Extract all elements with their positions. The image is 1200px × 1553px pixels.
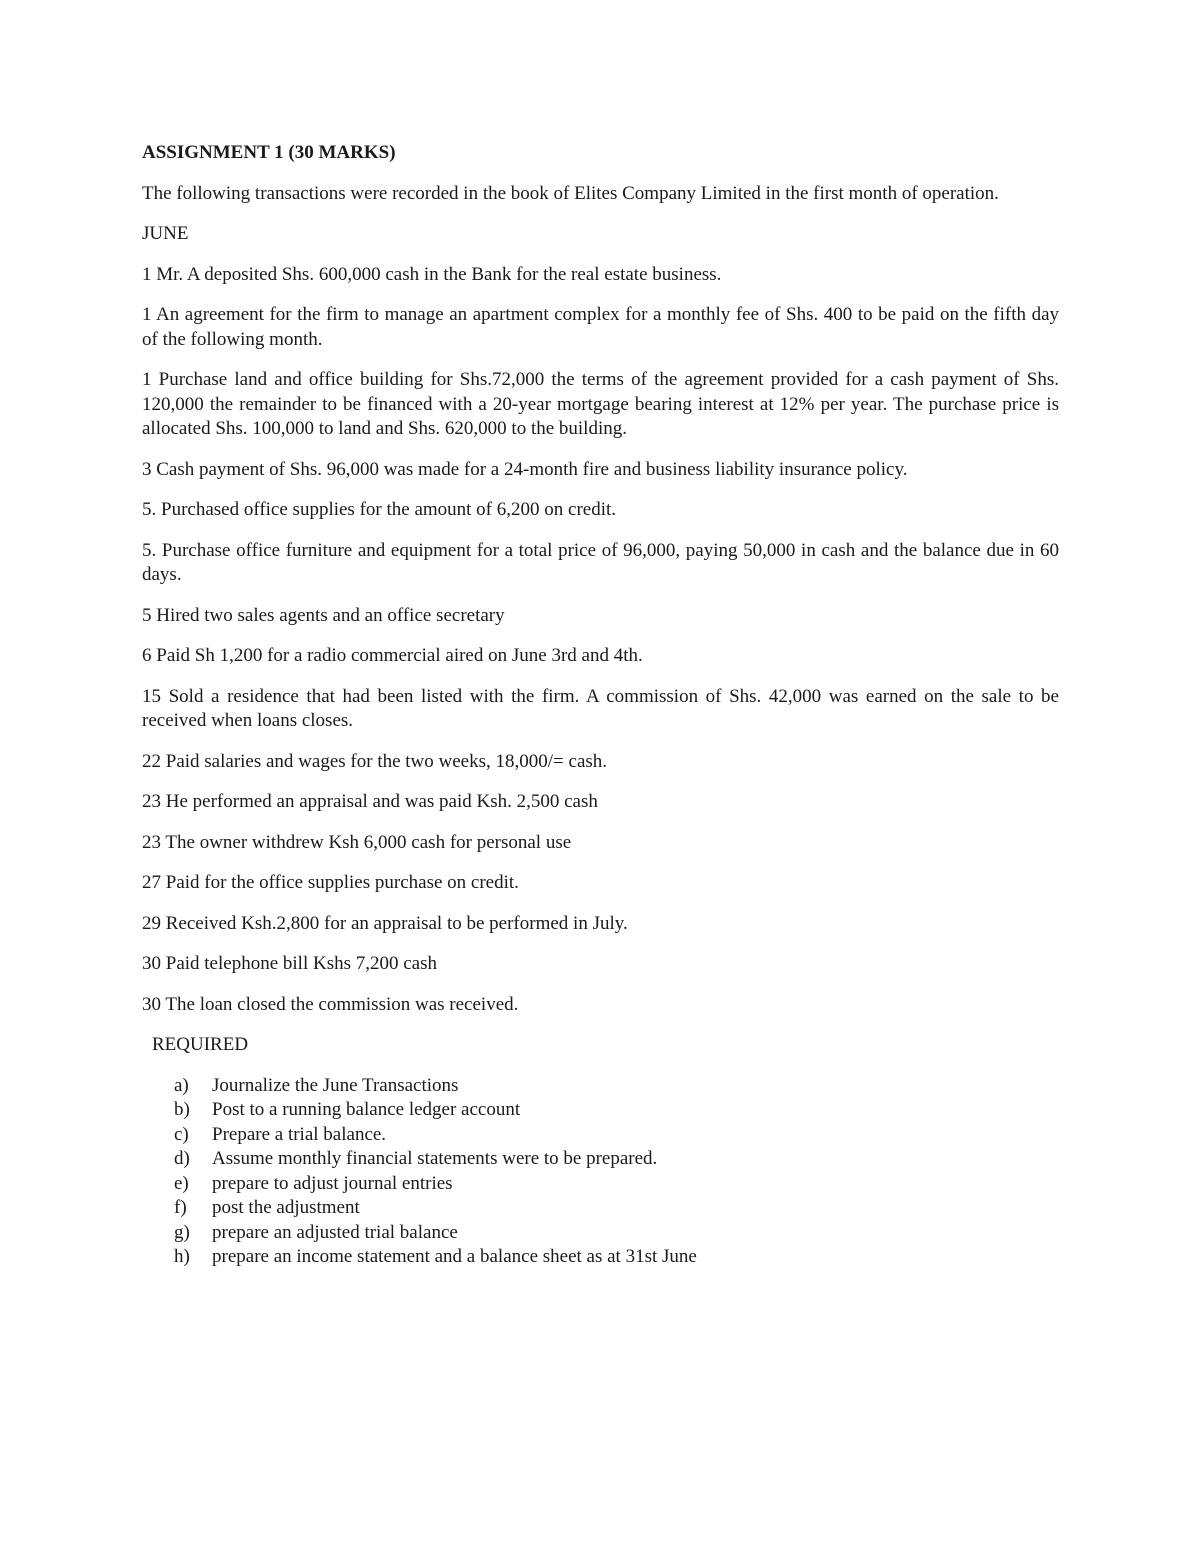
required-item — [174, 1221, 1059, 1246]
transaction-item: 23 The owner withdrew Ksh 6,000 cash for personal use — [142, 831, 572, 853]
transaction-item: 22 Paid salaries and wages for the two weeks, 18,000/= cash. — [142, 750, 608, 772]
required-heading: REQUIRED — [152, 1034, 249, 1055]
intro-paragraph: The following transactions were recorded in the book of Elites Company Limited in the first month of operation. — [142, 182, 999, 204]
required-item-text: prepare to adjust journal entries — [212, 1172, 453, 1194]
transaction-item: 23 He performed an appraisal and was paid Ksh. 2,500 cash — [142, 791, 598, 812]
required-item-text: Assume monthly financial statements were to be prepared. — [212, 1148, 658, 1169]
document-page — [142, 141, 1059, 1270]
transaction-item: 5 Hired two sales agents and an office secretary — [142, 604, 505, 626]
required-item — [174, 1074, 1059, 1099]
required-item-text: Prepare a trial balance. — [212, 1123, 387, 1145]
required-item-text: Post to a running balance ledger account — [212, 1099, 521, 1120]
transaction-item: 1 Mr. A deposited Shs. 600,000 cash in the Bank for the real estate business. — [142, 263, 722, 285]
required-item-text: prepare an income statement and a balance sheet as at 31st June — [212, 1246, 697, 1267]
transaction-item: 1 Purchase land and office building for Shs.72,000 the terms of the agreement provided for a cash payment of Shs. 120,000 the remainder to be financed with a 20-year mortgage bearing interest at 12% per year. The purchase price is allocated Shs. 100,000 to land and Shs. 620,000 to the building. — [142, 369, 1059, 439]
required-item — [174, 1147, 1059, 1172]
assignment-title: ASSIGNMENT 1 (30 MARKS) — [142, 142, 396, 163]
required-item-marker: e) — [174, 1172, 189, 1194]
required-item-marker: g) — [174, 1221, 190, 1243]
transaction-item: 30 Paid telephone bill Kshs 7,200 cash — [142, 953, 437, 974]
transaction-item: 29 Received Ksh.2,800 for an appraisal to be performed in July. — [142, 912, 628, 934]
required-item — [174, 1196, 1059, 1221]
required-item-marker: h) — [174, 1246, 190, 1267]
required-item-marker: d) — [174, 1148, 190, 1169]
required-item-text: Journalize the June Transactions — [212, 1074, 459, 1096]
required-item-marker: f) — [174, 1197, 187, 1218]
transaction-item: 27 Paid for the office supplies purchase on credit. — [142, 872, 519, 893]
transaction-item: 6 Paid Sh 1,200 for a radio commercial aired on June 3rd and 4th. — [142, 645, 643, 666]
required-item-marker: b) — [174, 1099, 190, 1120]
required-item-text: prepare an adjusted trial balance — [212, 1221, 458, 1243]
transaction-item: 30 The loan closed the commission was received. — [142, 993, 519, 1015]
required-item — [174, 1172, 1059, 1197]
transaction-item: 3 Cash payment of Shs. 96,000 was made for a 24-month fire and business liability insurance policy. — [142, 458, 908, 480]
required-item-text: post the adjustment — [212, 1197, 360, 1218]
required-item — [174, 1098, 1059, 1123]
transaction-item: 1 An agreement for the firm to manage an apartment complex for a monthly fee of Shs. 400 to be paid on the fifth day of the following month. — [142, 304, 1059, 350]
transaction-item: 15 Sold a residence that had been listed with the firm. A commission of Shs. 42,000 was earned on the sale to be received when loans closes. — [142, 685, 1059, 731]
required-item — [174, 1245, 1059, 1270]
required-item — [174, 1123, 1059, 1148]
transaction-item: 5. Purchased office supplies for the amount of 6,200 on credit. — [142, 499, 617, 520]
required-item-marker: a) — [174, 1074, 189, 1096]
required-list — [142, 1074, 1059, 1270]
required-item-marker: c) — [174, 1123, 189, 1145]
transaction-item: 5. Purchase office furniture and equipment for a total price of 96,000, paying 50,000 in cash and the balance due in 60 days. — [142, 539, 1059, 585]
month-heading: JUNE — [142, 223, 189, 244]
